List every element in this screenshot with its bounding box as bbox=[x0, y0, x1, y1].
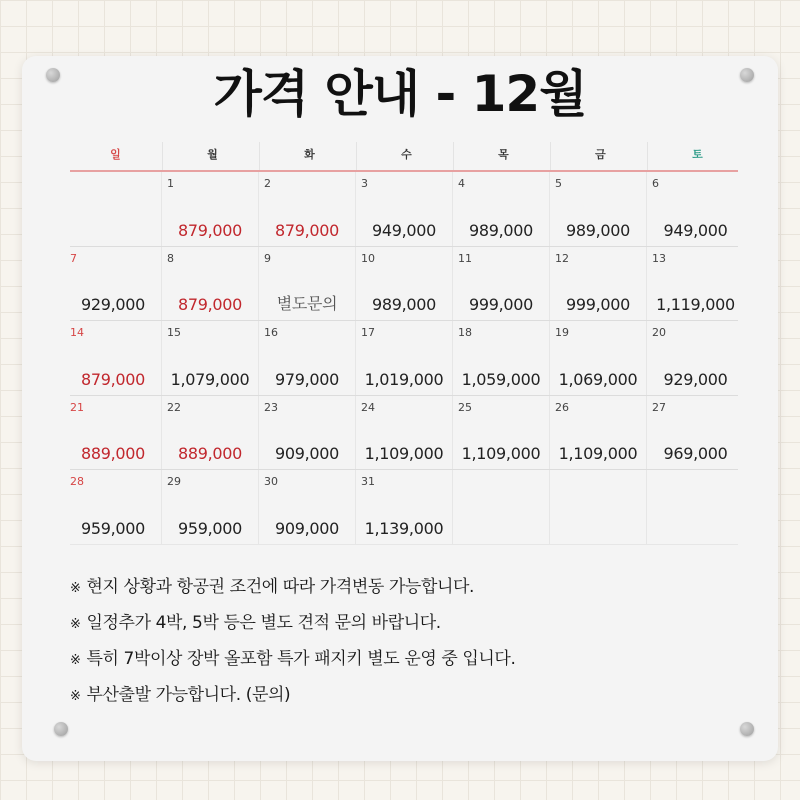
pin-bottom-right-icon bbox=[740, 722, 754, 736]
calendar-week bbox=[70, 172, 738, 247]
day-number: 31 bbox=[361, 475, 375, 488]
calendar-day bbox=[356, 396, 453, 469]
calendar-day bbox=[453, 321, 550, 395]
day-price: 949,000 bbox=[663, 221, 728, 240]
calendar-week bbox=[70, 321, 738, 396]
day-number: 29 bbox=[167, 475, 181, 488]
weekday-label: 수 bbox=[401, 148, 412, 161]
weekday-divider bbox=[453, 142, 454, 170]
calendar-day bbox=[550, 321, 647, 395]
day-price: 989,000 bbox=[468, 221, 534, 240]
day-price: 909,000 bbox=[274, 519, 340, 538]
calendar-day bbox=[356, 470, 453, 544]
calendar-day bbox=[162, 247, 259, 320]
day-number: 26 bbox=[555, 401, 569, 414]
day-price: 1,119,000 bbox=[656, 295, 735, 314]
day-price: 999,000 bbox=[468, 295, 534, 314]
day-number: 30 bbox=[264, 475, 278, 488]
calendar-empty-day bbox=[647, 470, 744, 544]
day-number: 9 bbox=[264, 252, 271, 265]
day-price: 별도문의 bbox=[276, 294, 338, 313]
calendar-day bbox=[550, 247, 647, 320]
reference-mark-icon: ※ bbox=[70, 617, 81, 632]
day-price: 1,109,000 bbox=[558, 444, 638, 463]
calendar-day bbox=[259, 470, 356, 544]
calendar-day bbox=[162, 321, 259, 395]
day-price: 1,109,000 bbox=[461, 444, 541, 463]
day-number: 20 bbox=[652, 326, 666, 339]
reference-mark-icon: ※ bbox=[70, 581, 81, 596]
calendar-day bbox=[162, 172, 259, 246]
weekday-label: 목 bbox=[498, 148, 509, 161]
calendar-day bbox=[259, 247, 356, 320]
day-number: 10 bbox=[361, 252, 375, 265]
calendar-empty-day bbox=[550, 470, 647, 544]
day-price: 989,000 bbox=[371, 295, 437, 314]
calendar-day bbox=[356, 247, 453, 320]
day-price: 929,000 bbox=[80, 295, 146, 314]
day-price: 889,000 bbox=[80, 444, 146, 463]
calendar-day bbox=[647, 247, 744, 320]
day-number: 16 bbox=[264, 326, 278, 339]
day-number: 11 bbox=[458, 252, 472, 265]
day-number: 25 bbox=[458, 401, 472, 414]
day-price: 979,000 bbox=[274, 370, 340, 389]
calendar-day bbox=[647, 396, 744, 469]
calendar-day bbox=[647, 172, 744, 246]
day-number: 22 bbox=[167, 401, 181, 414]
day-number: 8 bbox=[167, 252, 174, 265]
calendar-day bbox=[65, 396, 162, 469]
price-calendar bbox=[70, 142, 738, 545]
weekday-divider bbox=[356, 142, 357, 170]
calendar-day bbox=[65, 247, 162, 320]
day-price: 879,000 bbox=[177, 221, 243, 240]
day-price: 959,000 bbox=[80, 519, 146, 538]
weekday-divider bbox=[647, 142, 648, 170]
day-number: 18 bbox=[458, 326, 472, 339]
day-number: 4 bbox=[458, 177, 465, 190]
day-number: 19 bbox=[555, 326, 569, 339]
day-price: 989,000 bbox=[565, 221, 631, 240]
day-number: 3 bbox=[361, 177, 368, 190]
day-number: 15 bbox=[167, 326, 181, 339]
calendar-day bbox=[453, 172, 550, 246]
day-price: 879,000 bbox=[177, 295, 243, 314]
calendar-empty-day bbox=[453, 470, 550, 544]
day-price: 929,000 bbox=[663, 370, 728, 389]
day-price: 1,019,000 bbox=[364, 370, 444, 389]
day-price: 1,079,000 bbox=[170, 370, 250, 389]
calendar-day bbox=[65, 321, 162, 395]
day-number: 27 bbox=[652, 401, 666, 414]
day-number: 2 bbox=[264, 177, 271, 190]
pin-bottom-left-icon bbox=[54, 722, 68, 736]
calendar-week bbox=[70, 247, 738, 321]
weekday-label: 월 bbox=[207, 148, 218, 161]
calendar-day bbox=[453, 247, 550, 320]
day-number: 1 bbox=[167, 177, 174, 190]
day-number: 24 bbox=[361, 401, 375, 414]
weekday-divider bbox=[550, 142, 551, 170]
note-item bbox=[70, 570, 750, 606]
page-title: 가격 안내 - 12월 bbox=[213, 65, 587, 123]
day-price: 879,000 bbox=[274, 221, 340, 240]
day-price: 959,000 bbox=[177, 519, 243, 538]
day-price: 949,000 bbox=[371, 221, 437, 240]
calendar-day bbox=[65, 470, 162, 544]
calendar-empty-day bbox=[65, 172, 162, 246]
day-number: 28 bbox=[70, 475, 84, 488]
calendar-day bbox=[162, 470, 259, 544]
day-number: 5 bbox=[555, 177, 562, 190]
day-number: 6 bbox=[652, 177, 659, 190]
notes-list bbox=[70, 570, 750, 714]
note-text: 부산출발 가능합니다. (문의) bbox=[86, 685, 291, 705]
day-price: 1,059,000 bbox=[461, 370, 541, 389]
day-price: 1,109,000 bbox=[364, 444, 444, 463]
day-number: 17 bbox=[361, 326, 375, 339]
calendar-day bbox=[550, 172, 647, 246]
calendar-week bbox=[70, 396, 738, 470]
calendar-day bbox=[356, 321, 453, 395]
reference-mark-icon: ※ bbox=[70, 653, 81, 668]
note-text: 현지 상황과 항공권 조건에 따라 가격변동 가능합니다. bbox=[86, 577, 475, 597]
day-number: 21 bbox=[70, 401, 84, 414]
calendar-day bbox=[356, 172, 453, 246]
note-item bbox=[70, 642, 750, 678]
calendar-day bbox=[550, 396, 647, 469]
weekday-divider bbox=[162, 142, 163, 170]
calendar-day bbox=[259, 321, 356, 395]
calendar-day bbox=[453, 396, 550, 469]
day-number: 13 bbox=[652, 252, 666, 265]
day-price: 879,000 bbox=[80, 370, 146, 389]
note-item bbox=[70, 678, 750, 714]
calendar-day bbox=[259, 172, 356, 246]
calendar-week bbox=[70, 470, 738, 545]
day-price: 969,000 bbox=[663, 444, 728, 463]
weekday-label: 토 bbox=[692, 148, 703, 161]
weekday-label: 일 bbox=[110, 148, 121, 161]
day-number: 14 bbox=[70, 326, 84, 339]
day-number: 7 bbox=[70, 252, 77, 265]
note-text: 특히 7박이상 장박 올포함 특가 패지키 별도 운영 중 입니다. bbox=[86, 649, 516, 669]
day-price: 999,000 bbox=[565, 295, 631, 314]
day-price: 889,000 bbox=[177, 444, 243, 463]
day-price: 1,139,000 bbox=[364, 519, 444, 538]
day-price: 909,000 bbox=[274, 444, 340, 463]
day-number: 12 bbox=[555, 252, 569, 265]
weekday-label: 화 bbox=[304, 148, 315, 161]
weekday-label: 금 bbox=[595, 148, 606, 161]
calendar-day bbox=[162, 396, 259, 469]
weekday-divider bbox=[259, 142, 260, 170]
calendar-day bbox=[259, 396, 356, 469]
day-number: 23 bbox=[264, 401, 278, 414]
day-price: 1,069,000 bbox=[558, 370, 638, 389]
note-text: 일정추가 4박, 5박 등은 별도 견적 문의 바랍니다. bbox=[86, 613, 441, 633]
note-item bbox=[70, 606, 750, 642]
weekday-header bbox=[70, 142, 738, 172]
reference-mark-icon: ※ bbox=[70, 689, 81, 704]
calendar-day bbox=[647, 321, 744, 395]
